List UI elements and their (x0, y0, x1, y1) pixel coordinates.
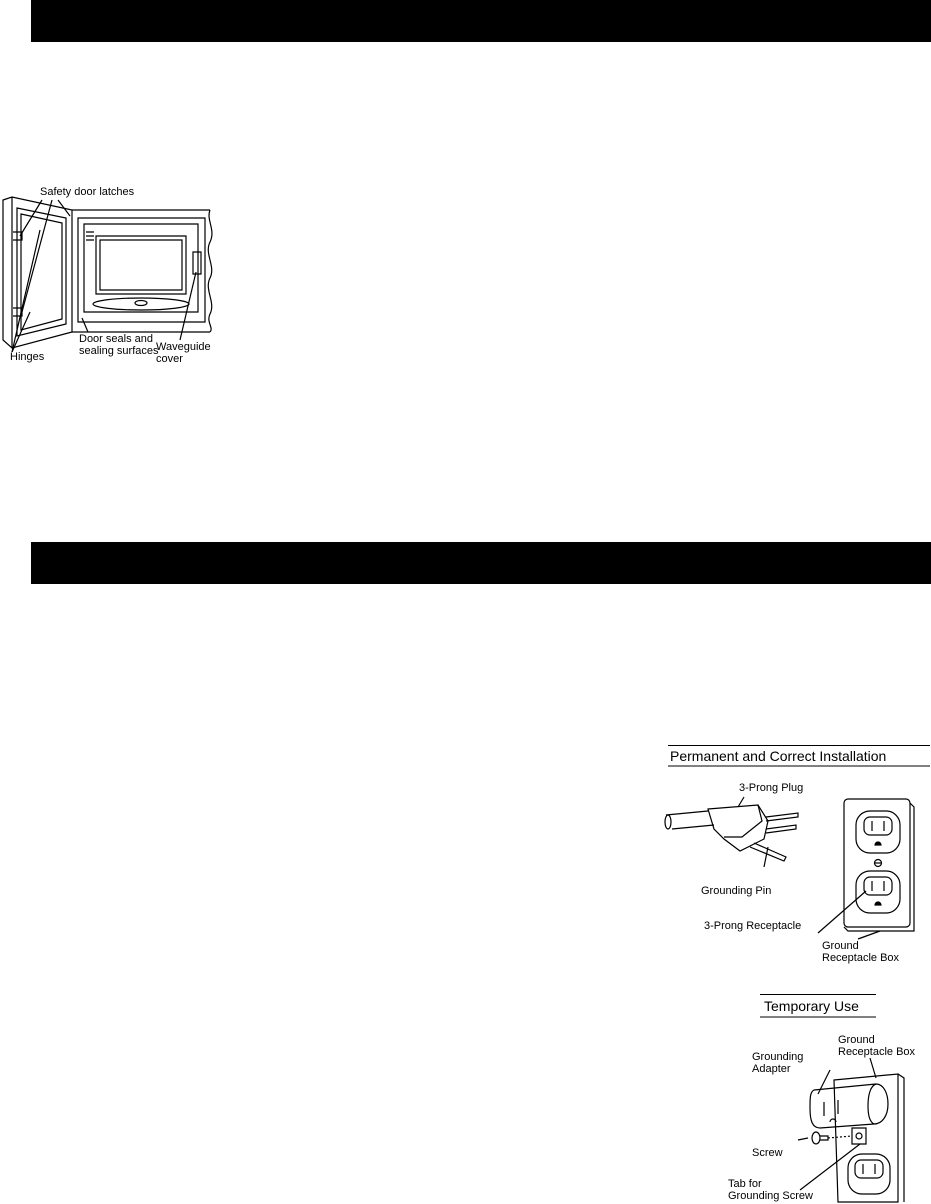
waveguide-cover-label-line2: cover (156, 353, 183, 365)
tab-for-grounding-screw-label-line1: Tab for (728, 1178, 762, 1190)
screw-label: Screw (752, 1147, 783, 1159)
safety-door-latches-label: Safety door latches (40, 186, 135, 198)
temporary-use-heading: Temporary Use (764, 998, 859, 1014)
ground-receptacle-box-label-line2: Receptacle Box (822, 952, 900, 964)
grounding-adapter-label-line2: Adapter (752, 1063, 791, 1075)
grounding-adapter-illustration (780, 1050, 910, 1204)
heading-rule-temporary (760, 994, 876, 1018)
hinges-label: Hinges (10, 351, 45, 363)
section-header-bar-top (31, 0, 931, 42)
section-header-bar-middle (31, 542, 931, 584)
temporary-ground-receptacle-box-label-line1: Ground (838, 1034, 875, 1046)
waveguide-cover-label-line1: Waveguide (156, 341, 211, 353)
ground-receptacle-box-label-line1: Ground (822, 940, 859, 952)
heading-rule-permanent (668, 745, 930, 767)
permanent-installation-heading: Permanent and Correct Installation (670, 748, 887, 764)
temporary-ground-receptacle-box-label-line2: Receptacle Box (838, 1046, 916, 1058)
three-prong-receptacle-label: 3-Prong Receptacle (704, 920, 802, 932)
door-seals-label-line1: Door seals and (79, 333, 153, 345)
three-prong-plug-label: 3-Prong Plug (739, 782, 804, 794)
grounding-pin-label: Grounding Pin (701, 885, 772, 897)
grounding-adapter-label-line1: Grounding (752, 1051, 804, 1063)
door-seals-label-line2: sealing surfaces (79, 345, 159, 357)
tab-for-grounding-screw-label-line2: Grounding Screw (728, 1190, 813, 1202)
